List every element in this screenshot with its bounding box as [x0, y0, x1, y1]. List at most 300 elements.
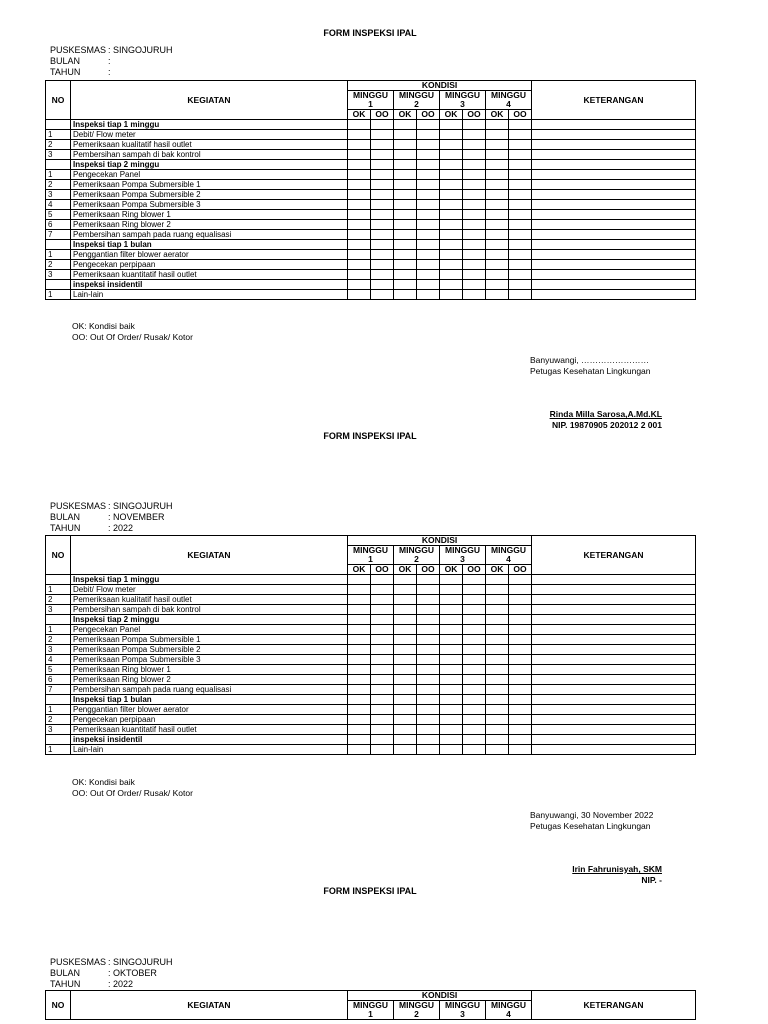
check-cell[interactable] — [394, 180, 417, 190]
check-cell[interactable] — [463, 140, 486, 150]
check-cell[interactable] — [440, 250, 463, 260]
check-cell[interactable] — [440, 120, 463, 130]
check-cell[interactable] — [417, 725, 440, 735]
check-cell[interactable] — [486, 180, 509, 190]
keterangan-cell[interactable] — [532, 575, 696, 585]
check-cell[interactable] — [394, 230, 417, 240]
check-cell[interactable] — [348, 160, 371, 170]
check-cell[interactable] — [348, 665, 371, 675]
check-cell[interactable] — [371, 170, 394, 180]
check-cell[interactable] — [394, 190, 417, 200]
check-cell[interactable] — [371, 685, 394, 695]
check-cell[interactable] — [394, 675, 417, 685]
check-cell[interactable] — [417, 745, 440, 755]
check-cell[interactable] — [394, 745, 417, 755]
check-cell[interactable] — [486, 595, 509, 605]
check-cell[interactable] — [348, 585, 371, 595]
check-cell[interactable] — [417, 655, 440, 665]
check-cell[interactable] — [394, 290, 417, 300]
check-cell[interactable] — [417, 200, 440, 210]
check-cell[interactable] — [509, 140, 532, 150]
check-cell[interactable] — [509, 655, 532, 665]
check-cell[interactable] — [509, 725, 532, 735]
keterangan-cell[interactable] — [532, 260, 696, 270]
check-cell[interactable] — [371, 290, 394, 300]
check-cell[interactable] — [417, 170, 440, 180]
check-cell[interactable] — [509, 160, 532, 170]
check-cell[interactable] — [463, 615, 486, 625]
check-cell[interactable] — [463, 170, 486, 180]
check-cell[interactable] — [348, 260, 371, 270]
check-cell[interactable] — [440, 240, 463, 250]
check-cell[interactable] — [509, 290, 532, 300]
check-cell[interactable] — [486, 280, 509, 290]
check-cell[interactable] — [509, 170, 532, 180]
check-cell[interactable] — [348, 230, 371, 240]
check-cell[interactable] — [486, 745, 509, 755]
check-cell[interactable] — [486, 645, 509, 655]
check-cell[interactable] — [417, 705, 440, 715]
check-cell[interactable] — [463, 575, 486, 585]
check-cell[interactable] — [463, 655, 486, 665]
check-cell[interactable] — [417, 120, 440, 130]
check-cell[interactable] — [394, 665, 417, 675]
check-cell[interactable] — [440, 200, 463, 210]
check-cell[interactable] — [371, 605, 394, 615]
check-cell[interactable] — [371, 735, 394, 745]
check-cell[interactable] — [509, 705, 532, 715]
check-cell[interactable] — [509, 635, 532, 645]
check-cell[interactable] — [509, 200, 532, 210]
check-cell[interactable] — [417, 685, 440, 695]
check-cell[interactable] — [463, 230, 486, 240]
check-cell[interactable] — [371, 140, 394, 150]
check-cell[interactable] — [371, 180, 394, 190]
check-cell[interactable] — [509, 120, 532, 130]
check-cell[interactable] — [348, 625, 371, 635]
check-cell[interactable] — [348, 120, 371, 130]
keterangan-cell[interactable] — [532, 180, 696, 190]
check-cell[interactable] — [509, 150, 532, 160]
keterangan-cell[interactable] — [532, 655, 696, 665]
check-cell[interactable] — [463, 290, 486, 300]
check-cell[interactable] — [463, 240, 486, 250]
check-cell[interactable] — [486, 250, 509, 260]
check-cell[interactable] — [371, 130, 394, 140]
check-cell[interactable] — [440, 685, 463, 695]
check-cell[interactable] — [486, 735, 509, 745]
check-cell[interactable] — [440, 230, 463, 240]
keterangan-cell[interactable] — [532, 605, 696, 615]
check-cell[interactable] — [348, 170, 371, 180]
check-cell[interactable] — [509, 585, 532, 595]
check-cell[interactable] — [509, 605, 532, 615]
check-cell[interactable] — [486, 170, 509, 180]
check-cell[interactable] — [509, 210, 532, 220]
check-cell[interactable] — [348, 615, 371, 625]
check-cell[interactable] — [440, 160, 463, 170]
keterangan-cell[interactable] — [532, 200, 696, 210]
check-cell[interactable] — [371, 695, 394, 705]
check-cell[interactable] — [417, 675, 440, 685]
check-cell[interactable] — [463, 150, 486, 160]
check-cell[interactable] — [348, 575, 371, 585]
check-cell[interactable] — [371, 250, 394, 260]
check-cell[interactable] — [440, 725, 463, 735]
check-cell[interactable] — [440, 695, 463, 705]
check-cell[interactable] — [348, 210, 371, 220]
check-cell[interactable] — [394, 645, 417, 655]
check-cell[interactable] — [486, 160, 509, 170]
check-cell[interactable] — [509, 615, 532, 625]
check-cell[interactable] — [463, 270, 486, 280]
check-cell[interactable] — [440, 575, 463, 585]
check-cell[interactable] — [394, 715, 417, 725]
keterangan-cell[interactable] — [532, 615, 696, 625]
keterangan-cell[interactable] — [532, 735, 696, 745]
check-cell[interactable] — [348, 695, 371, 705]
check-cell[interactable] — [463, 200, 486, 210]
check-cell[interactable] — [417, 190, 440, 200]
check-cell[interactable] — [486, 715, 509, 725]
check-cell[interactable] — [394, 605, 417, 615]
check-cell[interactable] — [348, 220, 371, 230]
check-cell[interactable] — [394, 280, 417, 290]
check-cell[interactable] — [371, 585, 394, 595]
check-cell[interactable] — [509, 130, 532, 140]
keterangan-cell[interactable] — [532, 685, 696, 695]
check-cell[interactable] — [463, 585, 486, 595]
keterangan-cell[interactable] — [532, 715, 696, 725]
check-cell[interactable] — [463, 250, 486, 260]
check-cell[interactable] — [440, 210, 463, 220]
check-cell[interactable] — [486, 705, 509, 715]
check-cell[interactable] — [486, 240, 509, 250]
check-cell[interactable] — [486, 260, 509, 270]
check-cell[interactable] — [440, 715, 463, 725]
check-cell[interactable] — [371, 575, 394, 585]
keterangan-cell[interactable] — [532, 625, 696, 635]
check-cell[interactable] — [348, 200, 371, 210]
check-cell[interactable] — [394, 240, 417, 250]
check-cell[interactable] — [371, 625, 394, 635]
check-cell[interactable] — [509, 625, 532, 635]
check-cell[interactable] — [371, 715, 394, 725]
check-cell[interactable] — [417, 130, 440, 140]
check-cell[interactable] — [417, 605, 440, 615]
check-cell[interactable] — [394, 685, 417, 695]
check-cell[interactable] — [348, 715, 371, 725]
check-cell[interactable] — [394, 150, 417, 160]
keterangan-cell[interactable] — [532, 230, 696, 240]
check-cell[interactable] — [417, 230, 440, 240]
keterangan-cell[interactable] — [532, 745, 696, 755]
check-cell[interactable] — [417, 140, 440, 150]
check-cell[interactable] — [486, 270, 509, 280]
check-cell[interactable] — [440, 190, 463, 200]
keterangan-cell[interactable] — [532, 705, 696, 715]
check-cell[interactable] — [463, 725, 486, 735]
check-cell[interactable] — [463, 675, 486, 685]
check-cell[interactable] — [463, 695, 486, 705]
check-cell[interactable] — [348, 635, 371, 645]
check-cell[interactable] — [371, 220, 394, 230]
check-cell[interactable] — [440, 280, 463, 290]
check-cell[interactable] — [417, 290, 440, 300]
check-cell[interactable] — [463, 705, 486, 715]
check-cell[interactable] — [394, 735, 417, 745]
keterangan-cell[interactable] — [532, 130, 696, 140]
keterangan-cell[interactable] — [532, 290, 696, 300]
check-cell[interactable] — [463, 745, 486, 755]
check-cell[interactable] — [348, 595, 371, 605]
check-cell[interactable] — [348, 150, 371, 160]
check-cell[interactable] — [440, 150, 463, 160]
check-cell[interactable] — [417, 695, 440, 705]
check-cell[interactable] — [509, 645, 532, 655]
check-cell[interactable] — [394, 655, 417, 665]
check-cell[interactable] — [394, 260, 417, 270]
check-cell[interactable] — [371, 150, 394, 160]
check-cell[interactable] — [348, 280, 371, 290]
check-cell[interactable] — [486, 725, 509, 735]
check-cell[interactable] — [463, 160, 486, 170]
check-cell[interactable] — [509, 270, 532, 280]
check-cell[interactable] — [486, 695, 509, 705]
check-cell[interactable] — [463, 130, 486, 140]
check-cell[interactable] — [463, 605, 486, 615]
check-cell[interactable] — [348, 705, 371, 715]
check-cell[interactable] — [371, 595, 394, 605]
check-cell[interactable] — [348, 605, 371, 615]
check-cell[interactable] — [440, 615, 463, 625]
check-cell[interactable] — [417, 665, 440, 675]
check-cell[interactable] — [348, 655, 371, 665]
check-cell[interactable] — [440, 635, 463, 645]
check-cell[interactable] — [348, 130, 371, 140]
check-cell[interactable] — [394, 170, 417, 180]
check-cell[interactable] — [509, 190, 532, 200]
keterangan-cell[interactable] — [532, 280, 696, 290]
check-cell[interactable] — [394, 575, 417, 585]
keterangan-cell[interactable] — [532, 250, 696, 260]
check-cell[interactable] — [371, 270, 394, 280]
check-cell[interactable] — [371, 675, 394, 685]
check-cell[interactable] — [417, 635, 440, 645]
check-cell[interactable] — [486, 655, 509, 665]
check-cell[interactable] — [463, 665, 486, 675]
check-cell[interactable] — [509, 675, 532, 685]
check-cell[interactable] — [509, 230, 532, 240]
check-cell[interactable] — [463, 685, 486, 695]
check-cell[interactable] — [348, 735, 371, 745]
check-cell[interactable] — [440, 625, 463, 635]
check-cell[interactable] — [394, 210, 417, 220]
check-cell[interactable] — [348, 180, 371, 190]
check-cell[interactable] — [440, 130, 463, 140]
check-cell[interactable] — [371, 240, 394, 250]
check-cell[interactable] — [509, 240, 532, 250]
check-cell[interactable] — [417, 645, 440, 655]
check-cell[interactable] — [440, 140, 463, 150]
keterangan-cell[interactable] — [532, 635, 696, 645]
check-cell[interactable] — [486, 625, 509, 635]
check-cell[interactable] — [486, 140, 509, 150]
check-cell[interactable] — [348, 685, 371, 695]
check-cell[interactable] — [394, 140, 417, 150]
check-cell[interactable] — [371, 645, 394, 655]
check-cell[interactable] — [486, 665, 509, 675]
check-cell[interactable] — [348, 645, 371, 655]
check-cell[interactable] — [440, 645, 463, 655]
check-cell[interactable] — [394, 625, 417, 635]
check-cell[interactable] — [509, 575, 532, 585]
check-cell[interactable] — [486, 130, 509, 140]
check-cell[interactable] — [348, 745, 371, 755]
check-cell[interactable] — [463, 625, 486, 635]
check-cell[interactable] — [486, 615, 509, 625]
check-cell[interactable] — [440, 605, 463, 615]
check-cell[interactable] — [509, 250, 532, 260]
keterangan-cell[interactable] — [532, 220, 696, 230]
check-cell[interactable] — [371, 120, 394, 130]
keterangan-cell[interactable] — [532, 120, 696, 130]
check-cell[interactable] — [440, 290, 463, 300]
check-cell[interactable] — [463, 210, 486, 220]
check-cell[interactable] — [486, 210, 509, 220]
check-cell[interactable] — [463, 190, 486, 200]
keterangan-cell[interactable] — [532, 210, 696, 220]
check-cell[interactable] — [417, 210, 440, 220]
check-cell[interactable] — [417, 150, 440, 160]
keterangan-cell[interactable] — [532, 150, 696, 160]
check-cell[interactable] — [509, 735, 532, 745]
check-cell[interactable] — [371, 635, 394, 645]
check-cell[interactable] — [463, 715, 486, 725]
check-cell[interactable] — [348, 250, 371, 260]
keterangan-cell[interactable] — [532, 585, 696, 595]
check-cell[interactable] — [417, 280, 440, 290]
check-cell[interactable] — [440, 585, 463, 595]
check-cell[interactable] — [417, 250, 440, 260]
check-cell[interactable] — [348, 240, 371, 250]
check-cell[interactable] — [371, 665, 394, 675]
check-cell[interactable] — [463, 635, 486, 645]
keterangan-cell[interactable] — [532, 695, 696, 705]
check-cell[interactable] — [371, 160, 394, 170]
check-cell[interactable] — [394, 635, 417, 645]
keterangan-cell[interactable] — [532, 140, 696, 150]
check-cell[interactable] — [463, 645, 486, 655]
check-cell[interactable] — [417, 615, 440, 625]
check-cell[interactable] — [486, 290, 509, 300]
check-cell[interactable] — [417, 595, 440, 605]
check-cell[interactable] — [486, 190, 509, 200]
check-cell[interactable] — [463, 280, 486, 290]
check-cell[interactable] — [486, 230, 509, 240]
check-cell[interactable] — [440, 705, 463, 715]
check-cell[interactable] — [371, 230, 394, 240]
check-cell[interactable] — [440, 180, 463, 190]
check-cell[interactable] — [371, 745, 394, 755]
check-cell[interactable] — [417, 585, 440, 595]
check-cell[interactable] — [417, 575, 440, 585]
check-cell[interactable] — [509, 745, 532, 755]
check-cell[interactable] — [371, 200, 394, 210]
check-cell[interactable] — [486, 675, 509, 685]
check-cell[interactable] — [371, 190, 394, 200]
check-cell[interactable] — [509, 280, 532, 290]
check-cell[interactable] — [394, 705, 417, 715]
check-cell[interactable] — [440, 655, 463, 665]
check-cell[interactable] — [394, 695, 417, 705]
check-cell[interactable] — [440, 675, 463, 685]
check-cell[interactable] — [348, 270, 371, 280]
check-cell[interactable] — [371, 705, 394, 715]
check-cell[interactable] — [417, 625, 440, 635]
check-cell[interactable] — [394, 160, 417, 170]
check-cell[interactable] — [417, 735, 440, 745]
check-cell[interactable] — [417, 260, 440, 270]
check-cell[interactable] — [371, 655, 394, 665]
check-cell[interactable] — [348, 290, 371, 300]
check-cell[interactable] — [440, 220, 463, 230]
keterangan-cell[interactable] — [532, 190, 696, 200]
keterangan-cell[interactable] — [532, 645, 696, 655]
check-cell[interactable] — [463, 260, 486, 270]
keterangan-cell[interactable] — [532, 170, 696, 180]
check-cell[interactable] — [348, 190, 371, 200]
check-cell[interactable] — [509, 220, 532, 230]
check-cell[interactable] — [394, 200, 417, 210]
check-cell[interactable] — [348, 725, 371, 735]
check-cell[interactable] — [486, 685, 509, 695]
check-cell[interactable] — [463, 180, 486, 190]
check-cell[interactable] — [440, 745, 463, 755]
check-cell[interactable] — [417, 240, 440, 250]
check-cell[interactable] — [417, 160, 440, 170]
check-cell[interactable] — [371, 260, 394, 270]
check-cell[interactable] — [486, 200, 509, 210]
check-cell[interactable] — [440, 260, 463, 270]
check-cell[interactable] — [417, 220, 440, 230]
check-cell[interactable] — [486, 605, 509, 615]
check-cell[interactable] — [417, 270, 440, 280]
check-cell[interactable] — [440, 270, 463, 280]
check-cell[interactable] — [394, 595, 417, 605]
check-cell[interactable] — [509, 595, 532, 605]
check-cell[interactable] — [509, 665, 532, 675]
check-cell[interactable] — [394, 725, 417, 735]
check-cell[interactable] — [371, 615, 394, 625]
check-cell[interactable] — [348, 140, 371, 150]
check-cell[interactable] — [486, 220, 509, 230]
check-cell[interactable] — [486, 635, 509, 645]
keterangan-cell[interactable] — [532, 675, 696, 685]
check-cell[interactable] — [509, 180, 532, 190]
keterangan-cell[interactable] — [532, 725, 696, 735]
check-cell[interactable] — [417, 180, 440, 190]
check-cell[interactable] — [371, 210, 394, 220]
check-cell[interactable] — [394, 120, 417, 130]
check-cell[interactable] — [394, 130, 417, 140]
check-cell[interactable] — [371, 725, 394, 735]
check-cell[interactable] — [371, 280, 394, 290]
check-cell[interactable] — [440, 595, 463, 605]
check-cell[interactable] — [440, 170, 463, 180]
check-cell[interactable] — [486, 150, 509, 160]
check-cell[interactable] — [509, 695, 532, 705]
